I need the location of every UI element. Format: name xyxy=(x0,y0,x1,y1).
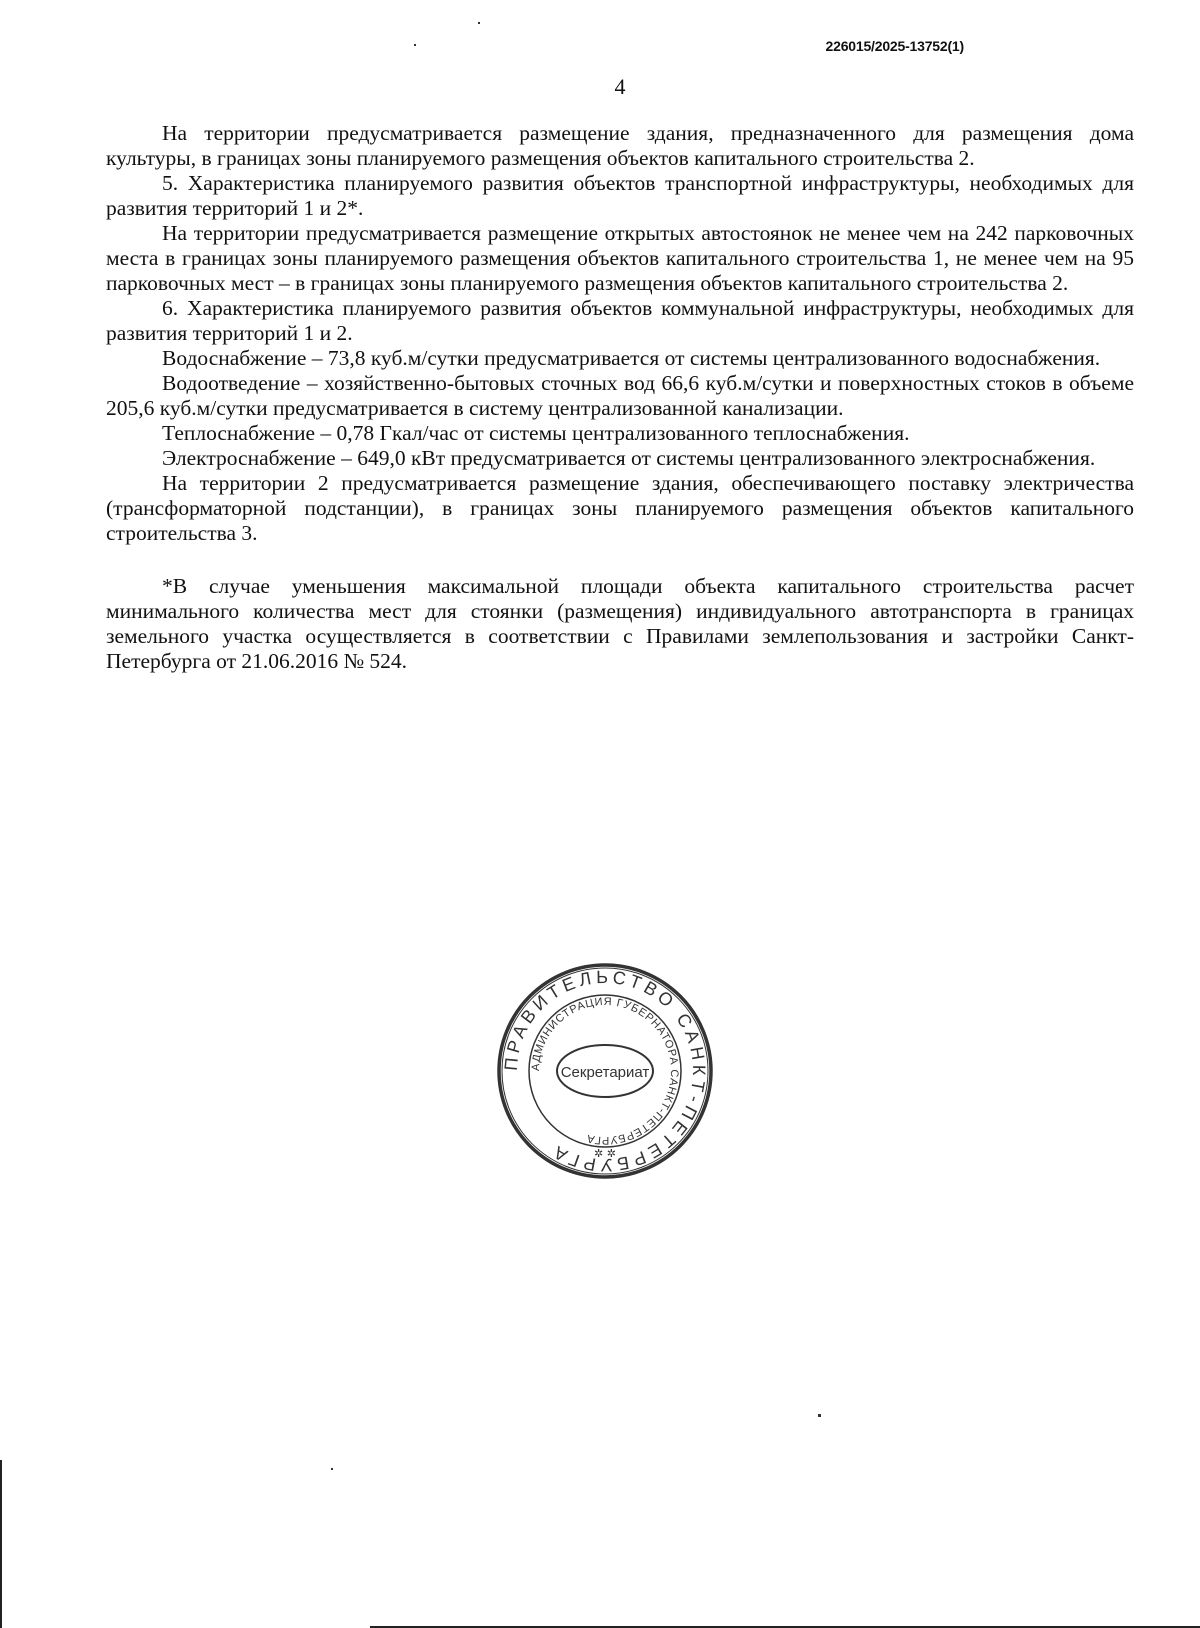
paragraph-water-supply: Водоснабжение – 73,8 куб.м/сутки предусматривается от системы централизованного водоснабжения. xyxy=(162,346,1101,370)
paragraph-heat-supply: Теплоснабжение – 0,78 Гкал/час от системы централизованного теплоснабжения. xyxy=(162,421,910,445)
paragraph-sewerage: Водоотведение – хозяйственно-бытовых сточных вод 66,6 куб.м/сутки и поверхностных стоков в объеме 205,6 куб.м/сутки предусматривается в систему централизованной канализации. xyxy=(106,371,1134,420)
footnote: *В случае уменьшения максимальной площади объекта капитального строительства расчет минимального количества мест для стоянки (размещения) индивидуального автотранспорта в границах земельного участка осуществляется в соответствии с Правилами землепользования и застройки Санкт-Петербурга от 21.06.2016 № 524. xyxy=(106,574,1134,673)
document-body xyxy=(106,121,1134,674)
scan-speck xyxy=(414,44,416,46)
document-registration-number: 226015/2025-13752(1) xyxy=(825,38,964,54)
stamp-center-text: Секретариат xyxy=(560,1064,650,1081)
scan-speck xyxy=(331,1468,333,1470)
scan-speck xyxy=(818,1414,821,1417)
scan-edge-left xyxy=(0,1460,2,1628)
section-5-heading: 5. Характеристика планируемого развития объектов транспортной инфраструктуры, необходимых для развития территорий 1 и 2*. xyxy=(106,171,1134,220)
page-number: 4 xyxy=(614,74,626,99)
stamp-inner-text: АДМИНИСТРАЦИЯ ГУБЕРНАТОРА САНКТ-ПЕТЕРБУРГА xyxy=(529,995,681,1147)
scan-speck xyxy=(478,22,480,24)
paragraph-parking: На территории предусматривается размещение открытых автостоянок не менее чем на 242 парковочных места в границах зоны планируемого размещения объектов капитального строительства 1, не менее чем на 95 парковочных мест – в границах зоны планируемого размещения объектов капитального строительства 2. xyxy=(106,221,1134,295)
paragraph-substation: На территории 2 предусматривается размещение здания, обеспечивающего поставку электричества (трансформаторной подстанции), в границах зоны планируемого размещения объектов капитального строительства 3. xyxy=(106,471,1134,545)
section-6-heading: 6. Характеристика планируемого развития объектов коммунальной инфраструктуры, необходимых для развития территорий 1 и 2. xyxy=(106,296,1134,345)
stamp-asterisk-icon: ✲ ✲ xyxy=(594,1147,616,1160)
stamp-outer-text: ПРАВИТЕЛЬСТВО САНКТ-ПЕТЕРБУРГА xyxy=(500,966,710,1176)
paragraph-power-supply: Электроснабжение – 649,0 кВт предусматривается от системы централизованного электроснабжения. xyxy=(162,446,1096,470)
official-seal-stamp xyxy=(495,961,715,1181)
paragraph-culture-house: На территории предусматривается размещение здания, предназначенного для размещения дома культуры, в границах зоны планируемого размещения объектов капитального строительства 2. xyxy=(106,121,1134,170)
